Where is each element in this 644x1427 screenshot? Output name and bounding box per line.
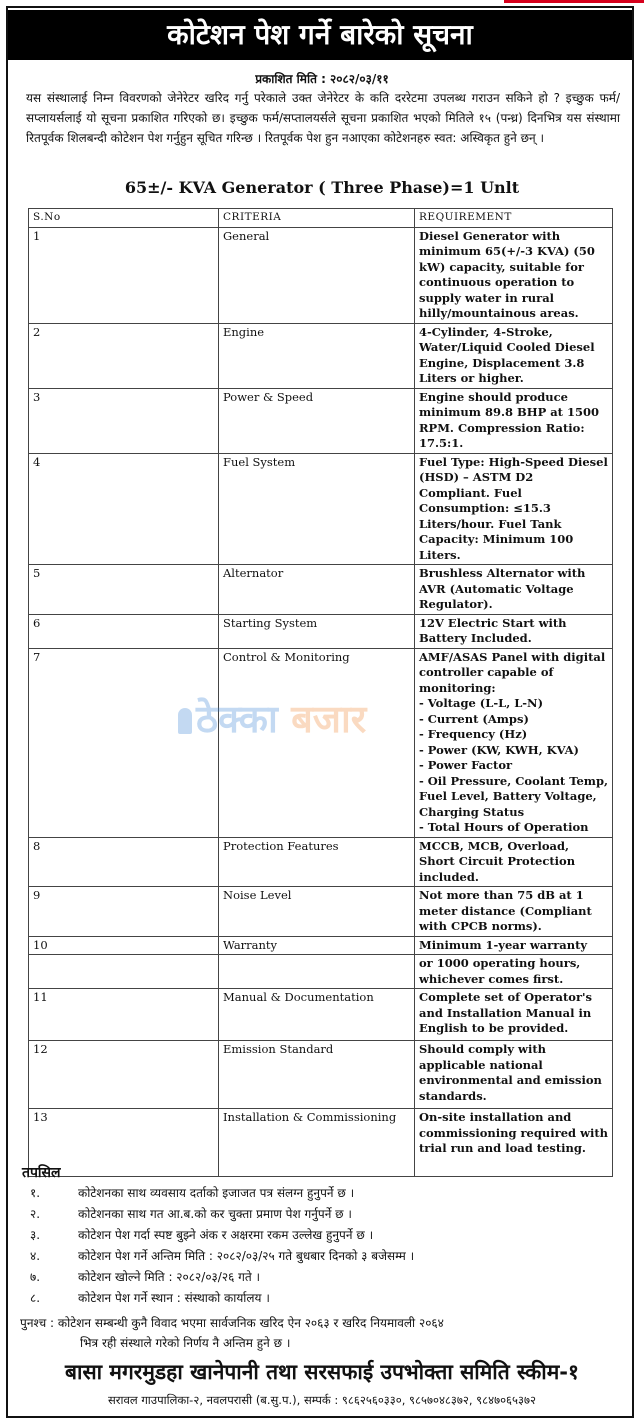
row-criteria: Alternator	[219, 565, 415, 615]
item-text: कोटेशनका साथ गत आ.ब.को कर चुक्ता प्रमाण पेश गर्नुपर्ने छ ।	[78, 1207, 352, 1221]
row-criteria: Protection Features	[219, 837, 415, 887]
publish-date: प्रकाशित मिति : २०८२/०३/११	[255, 72, 389, 86]
item-number: ३.	[30, 1228, 41, 1242]
watermark-word-2: बजार	[291, 697, 367, 741]
row-criteria: Noise Level	[219, 887, 415, 937]
table-row	[29, 565, 613, 615]
row-sno: 9	[29, 887, 219, 937]
row-criteria: Starting System	[219, 614, 415, 648]
row-requirement: Minimum 1-year warranty	[415, 936, 613, 955]
table-header-row	[29, 209, 613, 228]
row-requirement: or 1000 operating hours, whichever comes first.	[415, 955, 613, 989]
row-criteria	[219, 955, 415, 989]
row-requirement: Not more than 75 dB at 1 meter distance (Compliant with CPCB norms).	[415, 887, 613, 937]
table-row	[29, 936, 613, 955]
table-row	[29, 227, 613, 323]
list-item	[26, 1184, 626, 1205]
row-requirement: Complete set of Operator's and Installation Manual in English to be provided.	[415, 989, 613, 1041]
row-sno: 2	[29, 323, 219, 388]
postscript-note	[20, 1313, 624, 1353]
note-line-2: भित्र रही संस्थाले गरेको निर्णय नै अन्तिम हुने छ ।	[80, 1336, 291, 1350]
item-text: कोटेशन पेश गर्ने अन्तिम मिति : २०८२/०३/२५ गते बुधबार दिनको ३ बजेसम्म ।	[78, 1249, 415, 1263]
header-criteria: CRITERIA	[219, 209, 415, 228]
row-requirement: On-site installation and commissioning required with trial run and load testing.	[415, 1109, 613, 1177]
row-criteria: Fuel System	[219, 453, 415, 565]
item-number: १.	[30, 1186, 41, 1200]
row-sno: 3	[29, 388, 219, 453]
item-number: ४.	[30, 1249, 41, 1263]
item-text: कोटेशन खोल्ने मिति : २०८२/०३/२६ गते ।	[78, 1270, 261, 1284]
row-criteria: Emission Standard	[219, 1041, 415, 1109]
row-sno: 11	[29, 989, 219, 1041]
note-line-1: पुनश्च : कोटेशन सम्बन्धी कुनै विवाद भएमा सार्वजनिक खरिद ऐन २०६३ र खरिद नियमावली २०६४	[20, 1316, 444, 1330]
row-sno: 12	[29, 1041, 219, 1109]
watermark-word-1: ठेक्का	[196, 697, 278, 741]
table-row	[29, 955, 613, 989]
table-row	[29, 989, 613, 1041]
generator-subheading: 65±/- KVA Generator ( Three Phase)=1 Unlt	[124, 178, 520, 197]
row-criteria: Warranty	[219, 936, 415, 955]
header-requirement: REQUIREMENT	[415, 209, 613, 228]
table-row	[29, 1109, 613, 1177]
details-list	[26, 1184, 626, 1310]
list-item	[26, 1247, 626, 1268]
table-row	[29, 388, 613, 453]
row-sno: 13	[29, 1109, 219, 1177]
organization-name: बासा मगरमुडहा खानेपानी तथा सरसफाई उपभोक्ता समिति स्कीम-१	[65, 1360, 579, 1384]
row-requirement: MCCB, MCB, Overload, Short Circuit Protection included.	[415, 837, 613, 887]
table-row	[29, 614, 613, 648]
row-sno: 10	[29, 936, 219, 955]
row-sno: 7	[29, 648, 219, 837]
row-criteria: Control & Monitoring	[219, 648, 415, 837]
table-row	[29, 323, 613, 388]
details-heading: तपसिल	[22, 1165, 61, 1181]
item-text: कोटेशन पेश गर्दा स्पष्ट बुझ्ने अंक र अक्षरमा रकम उल्लेख हुनुपर्ने छ ।	[78, 1228, 374, 1242]
item-text: कोटेशनका साथ व्यवसाय दर्ताको इजाजत पत्र संलग्न हुनुपर्ने छ ।	[78, 1186, 355, 1200]
list-item	[26, 1226, 626, 1247]
row-sno: 1	[29, 227, 219, 323]
item-number: २.	[30, 1207, 41, 1221]
item-number: ७.	[30, 1270, 41, 1284]
item-text: कोटेशन पेश गर्ने स्थान : संस्थाको कार्यालय ।	[78, 1291, 270, 1305]
table-row	[29, 1041, 613, 1109]
row-requirement: Should comply with applicable national environmental and emission standards.	[415, 1041, 613, 1109]
table-row	[29, 837, 613, 887]
header-sno: S.No	[29, 209, 219, 228]
row-requirement: 12V Electric Start with Battery Included.	[415, 614, 613, 648]
row-criteria: Power & Speed	[219, 388, 415, 453]
row-requirement: AMF/ASAS Panel with digital controller capable of monitoring: - Voltage (L-L, L-N) - Current (Amps) - Frequency (Hz) - Power (KW, KWH, KVA) - Power Factor - Oil Pressure, Coolant Temp, Fuel Level, Battery Voltage, Charging Status - Total Hours of Operation	[415, 648, 613, 837]
intro-paragraph: यस संस्थालाई निम्न विवरणको जेनेरेटर खरिद गर्नु परेकाले उक्त जेनेरेटर के कति दररेटमा उपलब्ध गराउन सकिने हो ? इच्छुक फर्म/सप्लायर्सलाई यो सूचना प्रकाशित गरिएको छ। इच्छुक फर्म/सप्तालयर्सले सूचना प्रकाशित भएको मितिले १५ (पन्ध्र) दिनभित्र यस संस्थामा रितपूर्वक शिलबन्दी कोटेशन पेश गर्नुहुन सूचित गरिन्छ । रितपूर्वक पेश हुन नआएका कोटेशनहरु स्वत: अस्विकृत हुने छन् ।	[26, 91, 620, 145]
row-sno: 6	[29, 614, 219, 648]
row-requirement: Engine should produce minimum 89.8 BHP at 1500 RPM. Compression Ratio: 17.5:1.	[415, 388, 613, 453]
row-criteria: Engine	[219, 323, 415, 388]
row-requirement: Fuel Type: High-Speed Diesel (HSD) – ASTM D2 Compliant. Fuel Consumption: ≤15.3 Liters/hour. Fuel Tank Capacity: Minimum 100 Liters.	[415, 453, 613, 565]
row-requirement: 4-Cylinder, 4-Stroke, Water/Liquid Cooled Diesel Engine, Displacement 3.8 Liters or higher.	[415, 323, 613, 388]
top-accent-line	[504, 0, 644, 3]
row-sno: 4	[29, 453, 219, 565]
row-requirement: Diesel Generator with minimum 65(+/-3 KVA) (50 kW) capacity, suitable for continuous operation to supply water in rural hilly/mountainous areas.	[415, 227, 613, 323]
row-sno: 5	[29, 565, 219, 615]
notice-title: कोटेशन पेश गर्ने बारेको सूचना	[8, 10, 632, 60]
row-sno	[29, 955, 219, 989]
list-item	[26, 1205, 626, 1226]
row-criteria: Installation & Commissioning	[219, 1109, 415, 1177]
organization-address: सरावल गाउपालिका-२, नवलपरासी (ब.सु.प.), सम्पर्क : ९८६२५६०३३०, ९८५७०४८३७२, ९८४७०६५३७२	[108, 1393, 536, 1407]
thekka-bazar-watermark	[178, 692, 366, 744]
row-criteria: Manual & Documentation	[219, 989, 415, 1041]
location-pin-icon	[178, 708, 192, 734]
row-sno: 8	[29, 837, 219, 887]
item-number: ८.	[30, 1291, 41, 1305]
list-item	[26, 1289, 626, 1310]
list-item	[26, 1268, 626, 1289]
table-row	[29, 453, 613, 565]
row-criteria: General	[219, 227, 415, 323]
row-requirement: Brushless Alternator with AVR (Automatic Voltage Regulator).	[415, 565, 613, 615]
table-row	[29, 887, 613, 937]
